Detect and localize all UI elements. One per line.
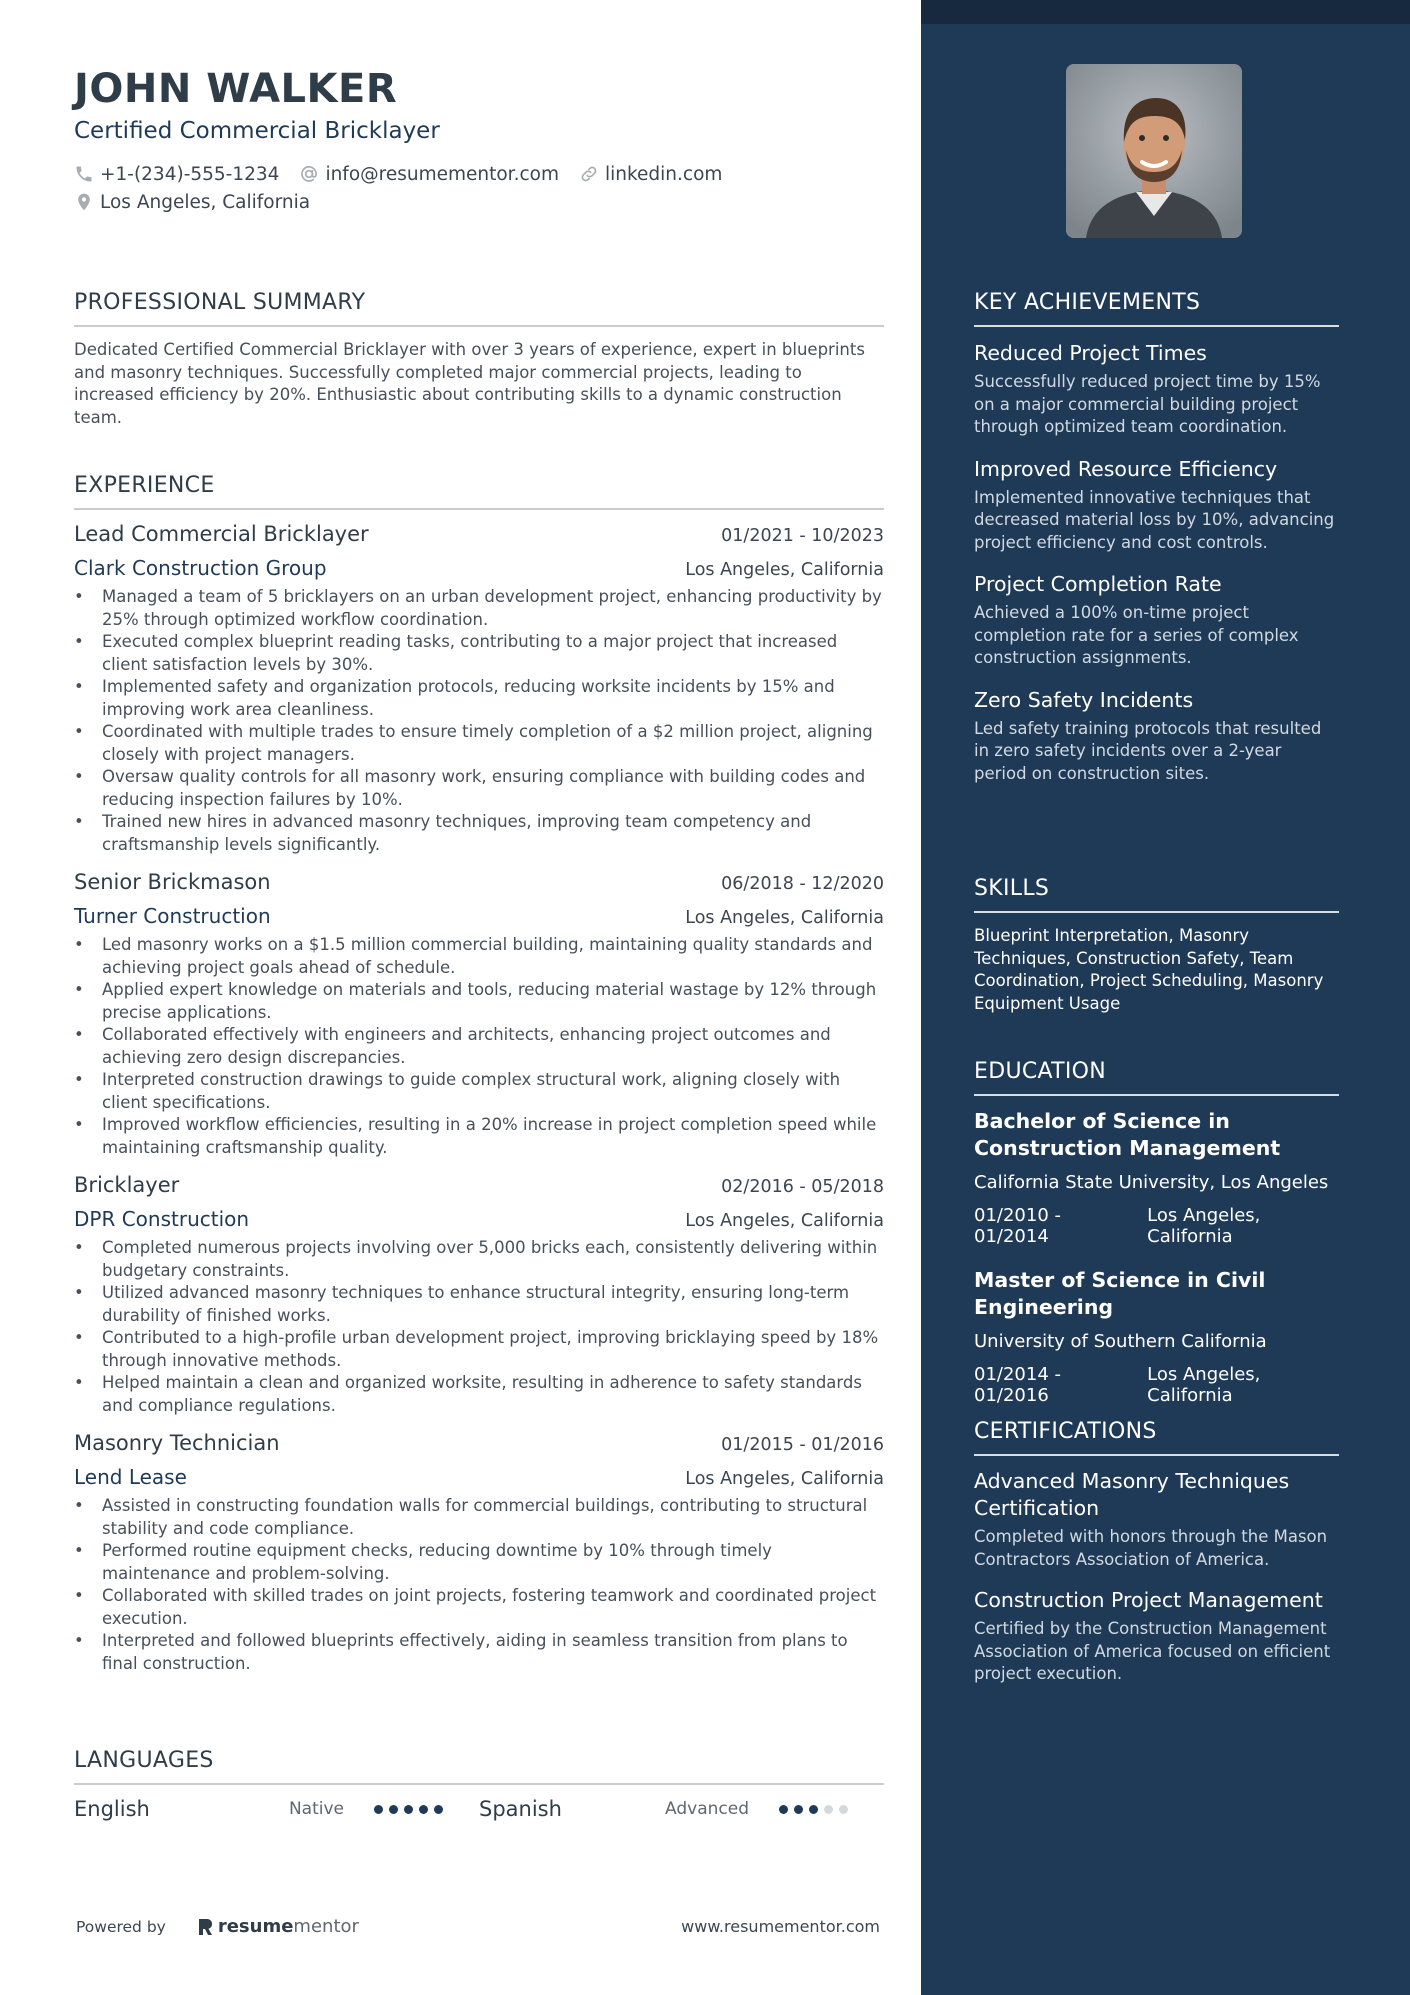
achievements-section — [974, 290, 1339, 801]
section-title: CERTIFICATIONS — [974, 1419, 1339, 1456]
language-level: Advanced — [665, 1799, 749, 1819]
section-title: PROFESSIONAL SUMMARY — [74, 290, 884, 327]
sidebar-top-bar — [921, 0, 1410, 24]
achievement-desc: Implemented innovative techniques that decreased material loss by 10%, advancing project efficiency and cost controls. — [974, 487, 1335, 552]
rating-dot-empty — [839, 1805, 848, 1814]
job-bullet: • Collaborated with skilled trades on joint projects, fostering teamwork and coordinated project execution. — [74, 1585, 884, 1630]
job-bullet: • Performed routine equipment checks, reducing downtime by 10% through timely maintenance and problem-solving. — [74, 1540, 884, 1585]
candidate-role: Certified Commercial Bricklayer — [74, 118, 440, 144]
job-bullet: • Interpreted construction drawings to guide complex structural work, aligning closely with client specifications. — [74, 1069, 884, 1114]
job-bullet: • Collaborated effectively with engineers and architects, enhancing project outcomes and achieving zero design discrepancies. — [74, 1024, 884, 1069]
footer — [76, 1916, 880, 1937]
job-dates: 01/2021 - 10/2023 — [721, 526, 884, 546]
job-bullet: • Trained new hires in advanced masonry techniques, improving team competency and craftsmanship levels significantly. — [74, 811, 884, 856]
achievement-item — [974, 686, 1339, 786]
link-icon — [579, 164, 599, 184]
website-link[interactable]: www.resumementor.com — [681, 1917, 880, 1936]
languages-section — [74, 1748, 884, 1829]
job-bullet: • Implemented safety and organization protocols, reducing worksite incidents by 15% and improving work area cleanliness. — [74, 676, 884, 721]
achievement-desc: Successfully reduced project time by 15% on a major commercial building project through optimized team coordination. — [974, 372, 1321, 436]
education-item — [974, 1108, 1339, 1247]
brand-name-b: mentor — [293, 1916, 359, 1937]
skills-section — [974, 876, 1339, 1015]
language-entry — [479, 1797, 884, 1821]
education-dates: 01/2010 - 01/2014 — [974, 1205, 1061, 1247]
job-bullet: • Improved workflow efficiencies, resulting in a 20% increase in project completion speed while maintaining craftsmanship quality. — [74, 1114, 884, 1159]
school-name: University of Southern California — [974, 1331, 1267, 1352]
job-bullet: • Utilized advanced masonry techniques to enhance structural integrity, ensuring long-term durability of finished works. — [74, 1282, 884, 1327]
rating-dot-filled — [779, 1805, 788, 1814]
language-rating — [779, 1805, 854, 1814]
phone-icon — [74, 164, 94, 184]
rating-dot-filled — [794, 1805, 803, 1814]
job-entry — [74, 1173, 884, 1417]
experience-section — [74, 473, 884, 1689]
education-location: Los Angeles, California — [1147, 1364, 1261, 1406]
summary-section — [74, 290, 884, 429]
job-location: Los Angeles, California — [685, 1211, 884, 1231]
section-title: EDUCATION — [974, 1059, 1339, 1096]
brand-name-a: resume — [217, 1916, 294, 1937]
skills-list: Blueprint Interpretation, Masonry Techniques, Construction Safety, Team Coordination, Project Scheduling, Masonry Equipment Usage — [974, 926, 1324, 1013]
job-bullet: • Helped maintain a clean and organized worksite, resulting in adherence to safety standards and compliance regulations. — [74, 1372, 884, 1417]
achievement-item — [974, 455, 1339, 555]
email-contact[interactable] — [299, 164, 559, 185]
achievement-title: Project Completion Rate — [974, 572, 1222, 596]
rating-dot-empty — [824, 1805, 833, 1814]
certifications-section — [974, 1419, 1339, 1702]
job-title: Senior Brickmason — [74, 870, 271, 894]
job-bullet: • Interpreted and followed blueprints effectively, aiding in seamless transition from plans to final construction. — [74, 1630, 884, 1675]
phone-text: +1-(234)-555-1234 — [100, 163, 280, 185]
phone-contact — [74, 164, 279, 185]
rating-dot-filled — [404, 1805, 413, 1814]
certification-item — [974, 1587, 1339, 1686]
achievement-title: Reduced Project Times — [974, 341, 1207, 365]
company-name: Lend Lease — [74, 1465, 187, 1489]
certification-title: Advanced Masonry Techniques Certification — [974, 1469, 1290, 1520]
location-pin-icon — [74, 192, 94, 212]
job-bullet: • Coordinated with multiple trades to ensure timely completion of a $2 million project, aligning closely with project managers. — [74, 721, 884, 766]
certification-title: Construction Project Management — [974, 1588, 1323, 1612]
job-dates: 01/2015 - 01/2016 — [721, 1435, 884, 1455]
rating-dot-filled — [809, 1805, 818, 1814]
job-entry — [74, 522, 884, 856]
job-bullet: • Completed numerous projects involving over 5,000 bricks each, consistently delivering within budgetary constraints. — [74, 1237, 884, 1282]
job-location: Los Angeles, California — [685, 560, 884, 580]
company-name: Turner Construction — [74, 904, 271, 928]
certification-desc: Certified by the Construction Management Association of America focused on efficient project execution. — [974, 1619, 1331, 1683]
job-location: Los Angeles, California — [685, 1469, 884, 1489]
language-entry — [74, 1797, 479, 1821]
job-bullet: • Applied expert knowledge on materials and tools, reducing material wastage by 12% through precise applications. — [74, 979, 884, 1024]
summary-text: Dedicated Certified Commercial Bricklayer with over 3 years of experience, expert in blueprints and masonry techniques. Successfully completed major commercial projects, leading to increased efficiency by 20%. Enthusiastic about contributing skills to a dynamic construction team. — [74, 340, 865, 427]
location-contact — [74, 192, 310, 213]
powered-by-text: Powered by — [76, 1917, 166, 1936]
school-name: California State University, Los Angeles — [974, 1172, 1329, 1193]
job-entry — [74, 1431, 884, 1675]
education-dates: 01/2014 - 01/2016 — [974, 1364, 1061, 1406]
language-name: English — [74, 1797, 150, 1821]
education-section — [974, 1059, 1339, 1426]
achievement-item — [974, 339, 1339, 439]
company-name: DPR Construction — [74, 1207, 250, 1231]
section-title: SKILLS — [974, 876, 1339, 913]
rating-dot-filled — [389, 1805, 398, 1814]
job-bullet: • Contributed to a high-profile urban development project, improving bricklaying speed by 18% through innovative methods. — [74, 1327, 884, 1372]
brand-mark-icon — [196, 1917, 214, 1937]
job-bullet: • Led masonry works on a $1.5 million commercial building, maintaining quality standards and achieving project goals ahead of schedule. — [74, 934, 884, 979]
certification-item — [974, 1468, 1339, 1571]
section-title: EXPERIENCE — [74, 473, 884, 510]
avatar-icon — [1066, 64, 1242, 238]
job-entry — [74, 870, 884, 1159]
brand-logo[interactable] — [196, 1916, 359, 1937]
language-rating — [374, 1805, 449, 1814]
rating-dot-filled — [434, 1805, 443, 1814]
achievement-desc: Led safety training protocols that resulted in zero safety incidents over a 2-year period on construction sites. — [974, 718, 1322, 783]
linkedin-contact[interactable] — [579, 164, 722, 185]
certification-desc: Completed with honors through the Mason Contractors Association of America. — [974, 1527, 1328, 1569]
company-name: Clark Construction Group — [74, 556, 327, 580]
job-title: Lead Commercial Bricklayer — [74, 522, 369, 546]
education-item — [974, 1267, 1339, 1406]
candidate-name: JOHN WALKER — [74, 66, 398, 112]
achievement-title: Improved Resource Efficiency — [974, 456, 1278, 481]
sidebar-column — [921, 0, 1410, 1995]
job-bullet: • Managed a team of 5 bricklayers on an urban development project, enhancing productivity by 25% through optimized workflow coordination. — [74, 586, 884, 631]
location-text: Los Angeles, California — [100, 191, 311, 213]
rating-dot-filled — [419, 1805, 428, 1814]
job-title: Bricklayer — [74, 1173, 180, 1197]
job-bullet: • Executed complex blueprint reading tasks, contributing to a major project that increased client satisfaction levels by 30%. — [74, 631, 884, 676]
profile-photo — [1066, 64, 1242, 238]
section-title: KEY ACHIEVEMENTS — [974, 290, 1339, 327]
job-title: Masonry Technician — [74, 1431, 280, 1455]
at-icon — [299, 164, 319, 184]
job-dates: 02/2016 - 05/2018 — [721, 1177, 884, 1197]
rating-dot-filled — [374, 1805, 383, 1814]
degree-name: Master of Science in Civil Engineering — [974, 1268, 1266, 1319]
powered-by — [76, 1916, 359, 1937]
email-text[interactable]: info@resumementor.com — [325, 163, 559, 185]
achievement-desc: Achieved a 100% on-time project completion rate for a series of complex construction assignments. — [974, 603, 1299, 667]
job-location: Los Angeles, California — [685, 908, 884, 928]
section-title: LANGUAGES — [74, 1748, 884, 1785]
language-level: Native — [288, 1799, 344, 1819]
job-bullet: • Assisted in constructing foundation walls for commercial buildings, contributing to structural stability and code compliance. — [74, 1495, 884, 1540]
linkedin-text[interactable]: linkedin.com — [604, 163, 723, 185]
achievement-title: Zero Safety Incidents — [974, 687, 1194, 712]
job-bullet: • Oversaw quality controls for all masonry work, ensuring compliance with building codes and reducing inspection failures by 10%. — [74, 766, 884, 811]
education-location: Los Angeles, California — [1147, 1205, 1261, 1247]
degree-name: Bachelor of Science in Construction Management — [974, 1109, 1281, 1160]
job-dates: 06/2018 - 12/2020 — [721, 874, 884, 894]
achievement-item — [974, 570, 1339, 670]
contact-info — [74, 160, 894, 216]
language-name: Spanish — [479, 1797, 562, 1821]
